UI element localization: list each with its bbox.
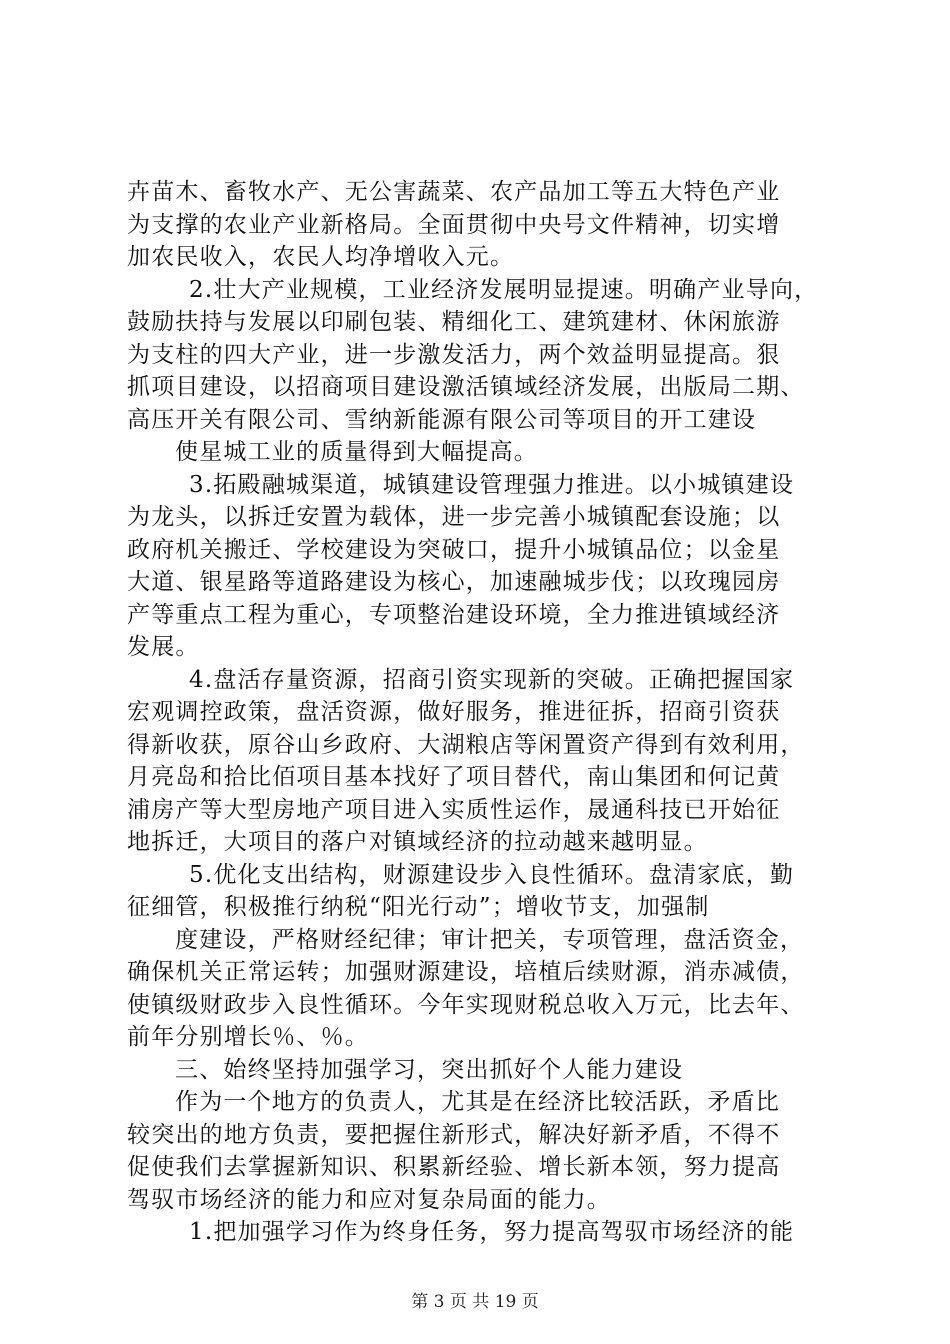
text-line: 征细管，积极推行纳税“阳光行动”；增收节支，加强制 xyxy=(127,894,710,920)
text-line: 促使我们去掌握新知识、积累新经验、增长新本领，努力提高 xyxy=(127,1154,781,1180)
text-line: 高压开关有限公司、雪纳新能源有限公司等项目的开工建设 xyxy=(127,406,757,433)
text-line: 得新收获，原谷山乡政府、大湖粮店等闲置资产得到有效利用， xyxy=(127,731,805,758)
text-line: 卉苗木、畜牧水产、无公害蔬菜、农产品加工等五大特色产业 xyxy=(127,179,781,205)
text-line: 为支撑的农业产业新格局。全面贯彻中央号文件精神，切实增 xyxy=(127,211,781,238)
text-line: 作为一个地方的负责人，尤其是在经济比较活跃，矛盾比 xyxy=(175,1089,780,1115)
text-line: 确保机关正常运转；加强财源建设，培植后续财源，消赤减债， xyxy=(127,959,805,985)
text-line: 3.拓殿融城渠道，城镇建设管理强力推进。以小城镇建设 xyxy=(189,471,795,498)
text-line: 2.壮大产业规模，工业经济发展明显提速。明确产业导向， xyxy=(189,276,819,303)
page-number-footer: 第 3 页 共 19 页 xyxy=(411,1292,539,1312)
section-heading: 三、始终坚持加强学习，突出抓好个人能力建设 xyxy=(175,1056,684,1083)
text-line: 5.优化支出结构，财源建设步入良性循环。盘清家底，勤 xyxy=(189,861,795,888)
text-line: 使星城工业的质量得到大幅提高。 xyxy=(175,439,538,465)
text-line: 前年分别增长％、％。 xyxy=(127,1024,369,1050)
text-line: 驾驭市场经济的能力和应对复杂局面的能力。 xyxy=(127,1186,611,1213)
text-line: 为龙头，以拆迁安置为载体，进一步完善小城镇配套设施；以 xyxy=(127,504,781,530)
text-line: 发展。 xyxy=(127,634,200,660)
text-line: 政府机关搬迁、学校建设为突破口，提升小城镇品位；以金星 xyxy=(127,536,781,563)
text-line: 产等重点工程为重心，专项整治建设环境，全力推进镇域经济 xyxy=(127,601,781,628)
text-line: 加农民收入，农民人均净增收入元。 xyxy=(127,244,515,270)
text-line: 鼓励扶持与发展以印刷包装、精细化工、建筑建材、休闲旅游 xyxy=(127,309,781,335)
text-line: 月亮岛和拾比佰项目基本找好了项目替代，南山集团和何记黄 xyxy=(127,764,781,790)
text-line: 宏观调控政策，盘活资源，做好服务，推进征拆，招商引资获 xyxy=(127,699,781,725)
text-line: 抓项目建设，以招商项目建设激活镇域经济发展，出版局二期、 xyxy=(127,374,805,400)
text-line: 大道、银星路等道路建设为核心，加速融城步伐；以玫瑰园房 xyxy=(127,569,781,595)
text-line: 1.把加强学习作为终身任务，努力提高驾驭市场经济的能 xyxy=(189,1219,795,1245)
text-line: 使镇级财政步入良性循环。今年实现财税总收入万元，比去年、 xyxy=(127,991,805,1018)
text-line: 地拆迁，大项目的落户对镇域经济的拉动越来越明显。 xyxy=(127,829,708,855)
text-line: 浦房产等大型房地产项目进入实质性运作，晟通科技已开始征 xyxy=(127,796,781,823)
body-text xyxy=(127,176,827,1249)
text-line: 为支柱的四大产业，进一步激发活力，两个效益明显提高。狠 xyxy=(127,341,781,368)
text-line: 较突出的地方负责，要把握住新形式，解决好新矛盾，不得不 xyxy=(127,1121,781,1148)
text-line: 4.盘活存量资源，招商引资实现新的突破。正确把握国家 xyxy=(189,666,795,693)
text-line: 度建设，严格财经纪律；审计把关，专项管理，盘活资金， xyxy=(175,926,805,953)
